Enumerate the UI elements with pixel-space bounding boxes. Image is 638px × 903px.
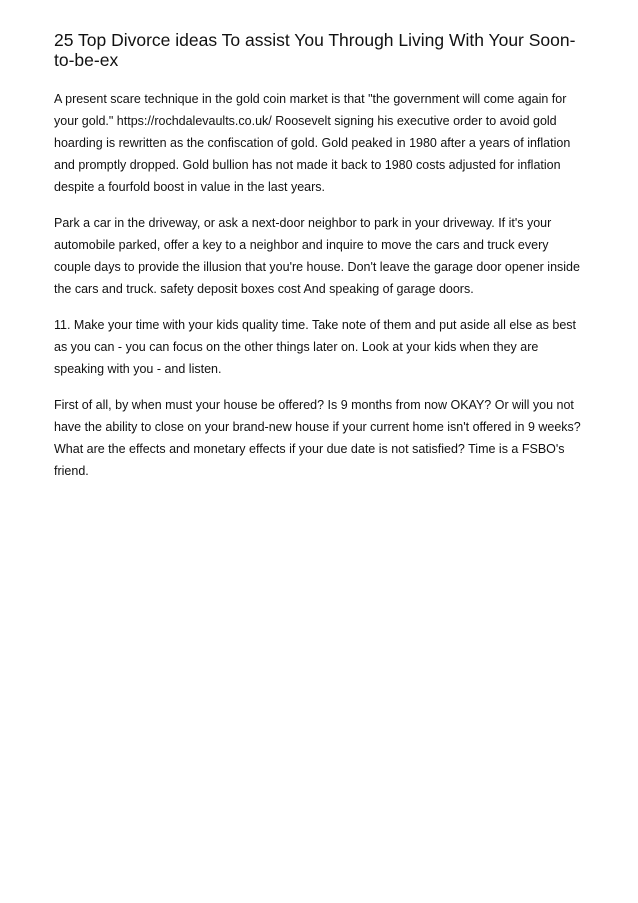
page-title: 25 Top Divorce ideas To assist You Through Living With Your Soon-to-be-ex <box>54 30 576 70</box>
paragraph-kids-time: 11. Make your time with your kids quality time. Take note of them and put aside all else as best as you can - you can focus on the other things later on. Look at your kids when they are speaking with you - and listen. <box>54 318 577 376</box>
paragraph-driveway: Park a car in the driveway, or ask a next-door neighbor to park in your driveway. If it's your automobile parked, offer a key to a neighbor and inquire to move the cars and truck every couple days to provide the illusion that you're house. Don't leave the garage door opener inside the cars and truck. safety deposit boxes cost And speaking of garage doors. <box>54 216 580 296</box>
paragraph-gold-market: A present scare technique in the gold coin market is that "the government will come again for your gold." https://rochdalevaults.co.uk/ Roosevelt signing his executive order to avoid gold hoarding is rewritten as the confiscation of gold. Gold peaked in 1980 after a years of inflation and promptly dropped. Gold bullion has not made it back to 1980 costs adjusted for inflation despite a fourfold boost in value in the last years. <box>54 92 571 194</box>
paragraph-house-sale: First of all, by when must your house be offered? Is 9 months from now OKAY? Or will you not have the ability to close on your brand-new house if your current home isn't offered in 9 weeks? What are the effects and monetary effects if your due date is not satisfied? Time is a FSBO's friend. <box>54 398 581 478</box>
document-body <box>54 30 584 496</box>
